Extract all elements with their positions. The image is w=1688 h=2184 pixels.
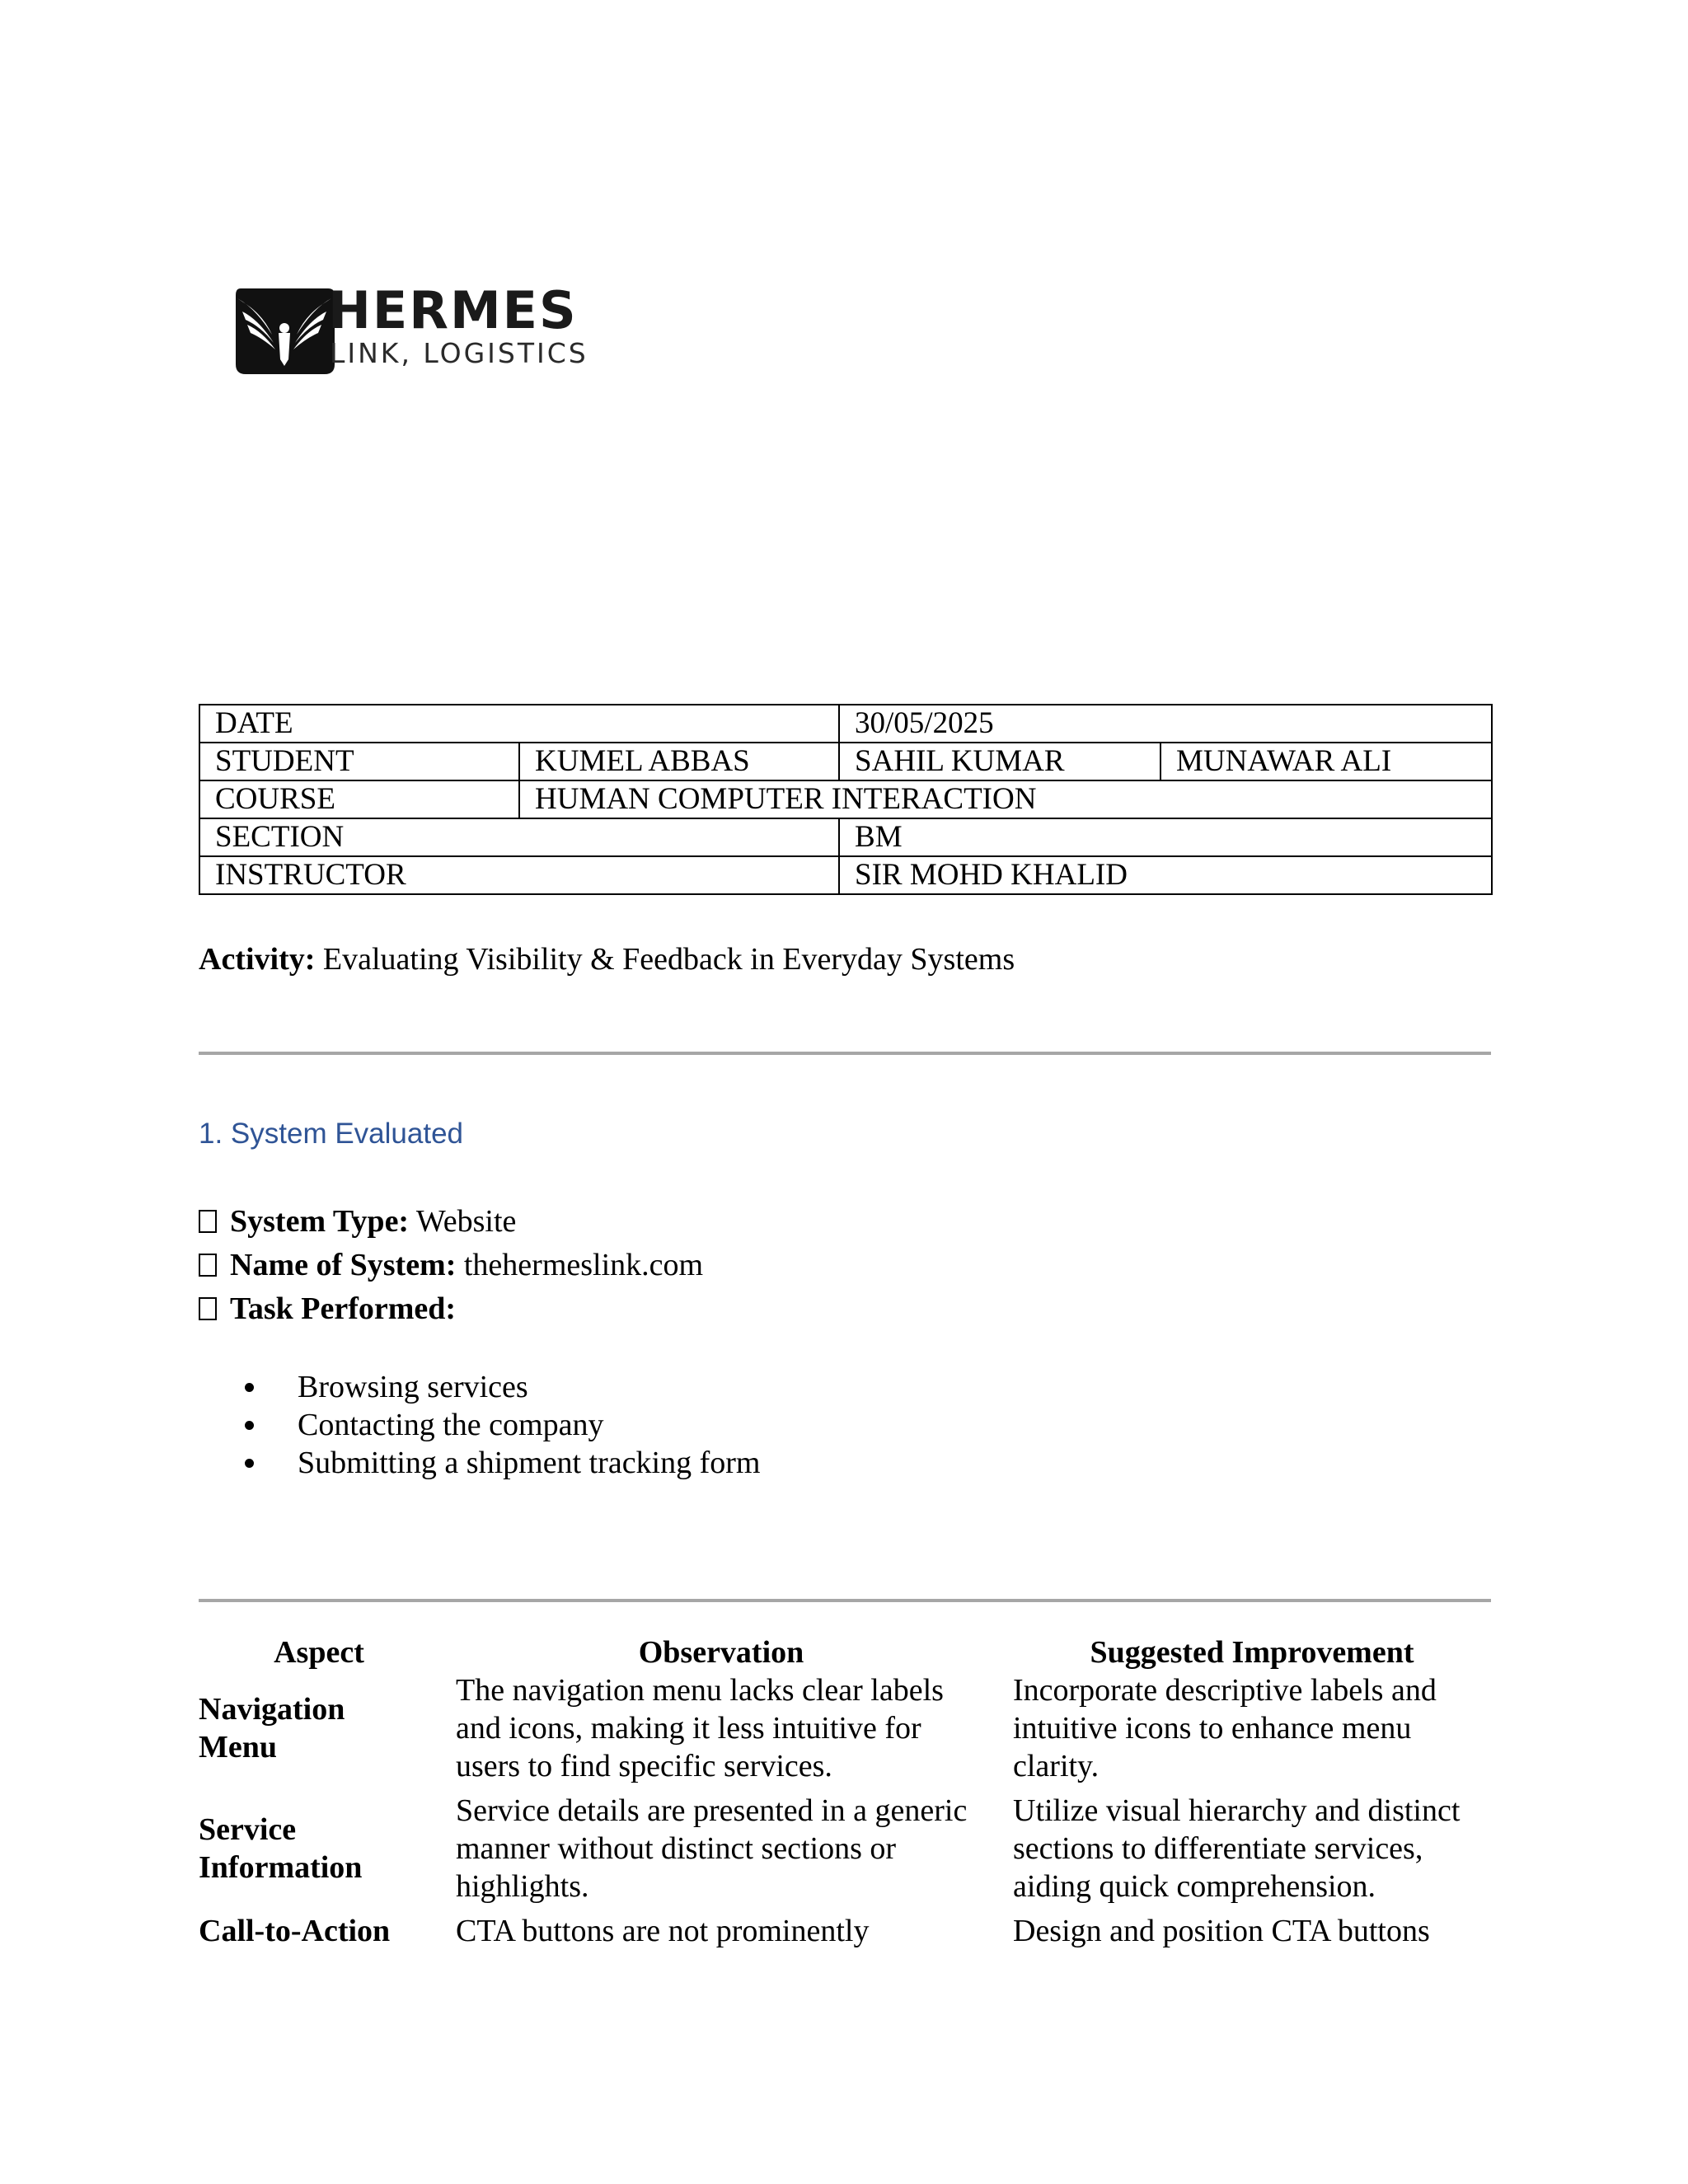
improvement-cell <box>1003 1792 1501 1912</box>
task-text: Browsing services <box>298 1370 528 1404</box>
observation-cell <box>439 1671 1003 1792</box>
section-label: SECTION <box>199 818 839 856</box>
list-item <box>199 1406 760 1444</box>
observation-line: and icons, making it less intuitive for <box>456 1711 921 1746</box>
improvement-line: clarity. <box>1013 1749 1100 1783</box>
bullet-icon <box>245 1383 254 1392</box>
section-value: BM <box>839 818 1492 856</box>
aspect-cell <box>199 1912 439 1957</box>
table-row <box>199 1912 1501 1957</box>
activity-line <box>199 941 1015 977</box>
system-name-label: Name of System: <box>230 1248 457 1282</box>
task-text: Contacting the company <box>298 1408 604 1442</box>
system-type-label: System Type: <box>230 1204 410 1239</box>
system-type-value: Website <box>415 1204 517 1239</box>
student-info-table <box>199 704 1493 895</box>
aspect-line: Menu <box>199 1730 277 1765</box>
date-value: 30/05/2025 <box>839 705 1492 743</box>
horizontal-divider <box>199 1052 1491 1055</box>
bullet-icon <box>245 1459 254 1468</box>
system-name-value: thehermeslink.com <box>463 1248 704 1282</box>
column-header-improvement: Suggested Improvement <box>1090 1635 1414 1670</box>
evaluation-table <box>199 1633 1501 1957</box>
instructor-label: INSTRUCTOR <box>199 856 839 894</box>
company-logo <box>221 280 608 387</box>
system-name-field <box>199 1247 703 1283</box>
improvement-line: Utilize visual hierarchy and distinct <box>1013 1793 1461 1828</box>
observation-line: users to find specific services. <box>456 1749 832 1783</box>
section-row <box>199 818 1492 856</box>
improvement-line: aiding quick comprehension. <box>1013 1869 1376 1904</box>
aspect-line: Call-to-Action <box>199 1914 391 1948</box>
logo-tagline: LINK, LOGISTICS <box>330 337 588 369</box>
improvement-cell <box>1003 1912 1501 1957</box>
aspect-line: Navigation <box>199 1692 345 1727</box>
checkbox-glyph-icon <box>199 1297 217 1320</box>
task-performed-label: Task Performed: <box>230 1291 457 1326</box>
aspect-cell <box>199 1792 439 1912</box>
task-text: Submitting a shipment tracking form <box>298 1446 761 1480</box>
improvement-line: Incorporate descriptive labels and <box>1013 1673 1437 1708</box>
table-header-row <box>199 1633 1501 1671</box>
observation-line: CTA buttons are not prominently <box>456 1914 870 1948</box>
column-header-aspect: Aspect <box>274 1635 364 1670</box>
bullet-icon <box>245 1421 254 1430</box>
logo-wordmark: HERMES <box>328 280 578 340</box>
horizontal-divider <box>199 1599 1491 1602</box>
date-row <box>199 705 1492 743</box>
activity-label: Activity: <box>199 942 316 977</box>
hermes-wing-logo-icon <box>231 284 338 379</box>
improvement-cell <box>1003 1671 1501 1792</box>
student-name-2: SAHIL KUMAR <box>839 743 1160 780</box>
aspect-line: Service <box>199 1812 297 1847</box>
improvement-line: Design and position CTA buttons <box>1013 1914 1430 1948</box>
instructor-value: SIR MOHD KHALID <box>839 856 1492 894</box>
task-performed-field <box>199 1291 456 1327</box>
list-item <box>199 1444 760 1482</box>
course-label: COURSE <box>199 780 519 818</box>
improvement-line: intuitive icons to enhance menu <box>1013 1711 1412 1746</box>
list-item <box>199 1368 760 1406</box>
student-name-3: MUNAWAR ALI <box>1160 743 1492 780</box>
column-header-observation: Observation <box>638 1635 804 1670</box>
observation-line: The navigation menu lacks clear labels <box>456 1673 944 1708</box>
section-heading-system-evaluated: 1. System Evaluated <box>199 1118 463 1150</box>
activity-text: Evaluating Visibility & Feedback in Everyday Systems <box>322 942 1015 977</box>
date-label: DATE <box>199 705 839 743</box>
observation-cell <box>439 1912 1003 1957</box>
observation-cell <box>439 1792 1003 1912</box>
student-name-1: KUMEL ABBAS <box>519 743 839 780</box>
aspect-cell <box>199 1671 439 1792</box>
course-row <box>199 780 1492 818</box>
table-row <box>199 1792 1501 1912</box>
course-value: HUMAN COMPUTER INTERACTION <box>519 780 1492 818</box>
checkbox-glyph-icon <box>199 1254 217 1277</box>
student-label: STUDENT <box>199 743 519 780</box>
table-row <box>199 1671 1501 1792</box>
observation-line: Service details are presented in a generic <box>456 1793 968 1828</box>
observation-line: highlights. <box>456 1869 589 1904</box>
observation-line: manner without distinct sections or <box>456 1831 897 1866</box>
system-type-field <box>199 1203 516 1240</box>
improvement-line: sections to differentiate services, <box>1013 1831 1423 1866</box>
task-list <box>199 1368 760 1482</box>
checkbox-glyph-icon <box>199 1210 217 1233</box>
student-row <box>199 743 1492 780</box>
instructor-row <box>199 856 1492 894</box>
aspect-line: Information <box>199 1850 363 1885</box>
